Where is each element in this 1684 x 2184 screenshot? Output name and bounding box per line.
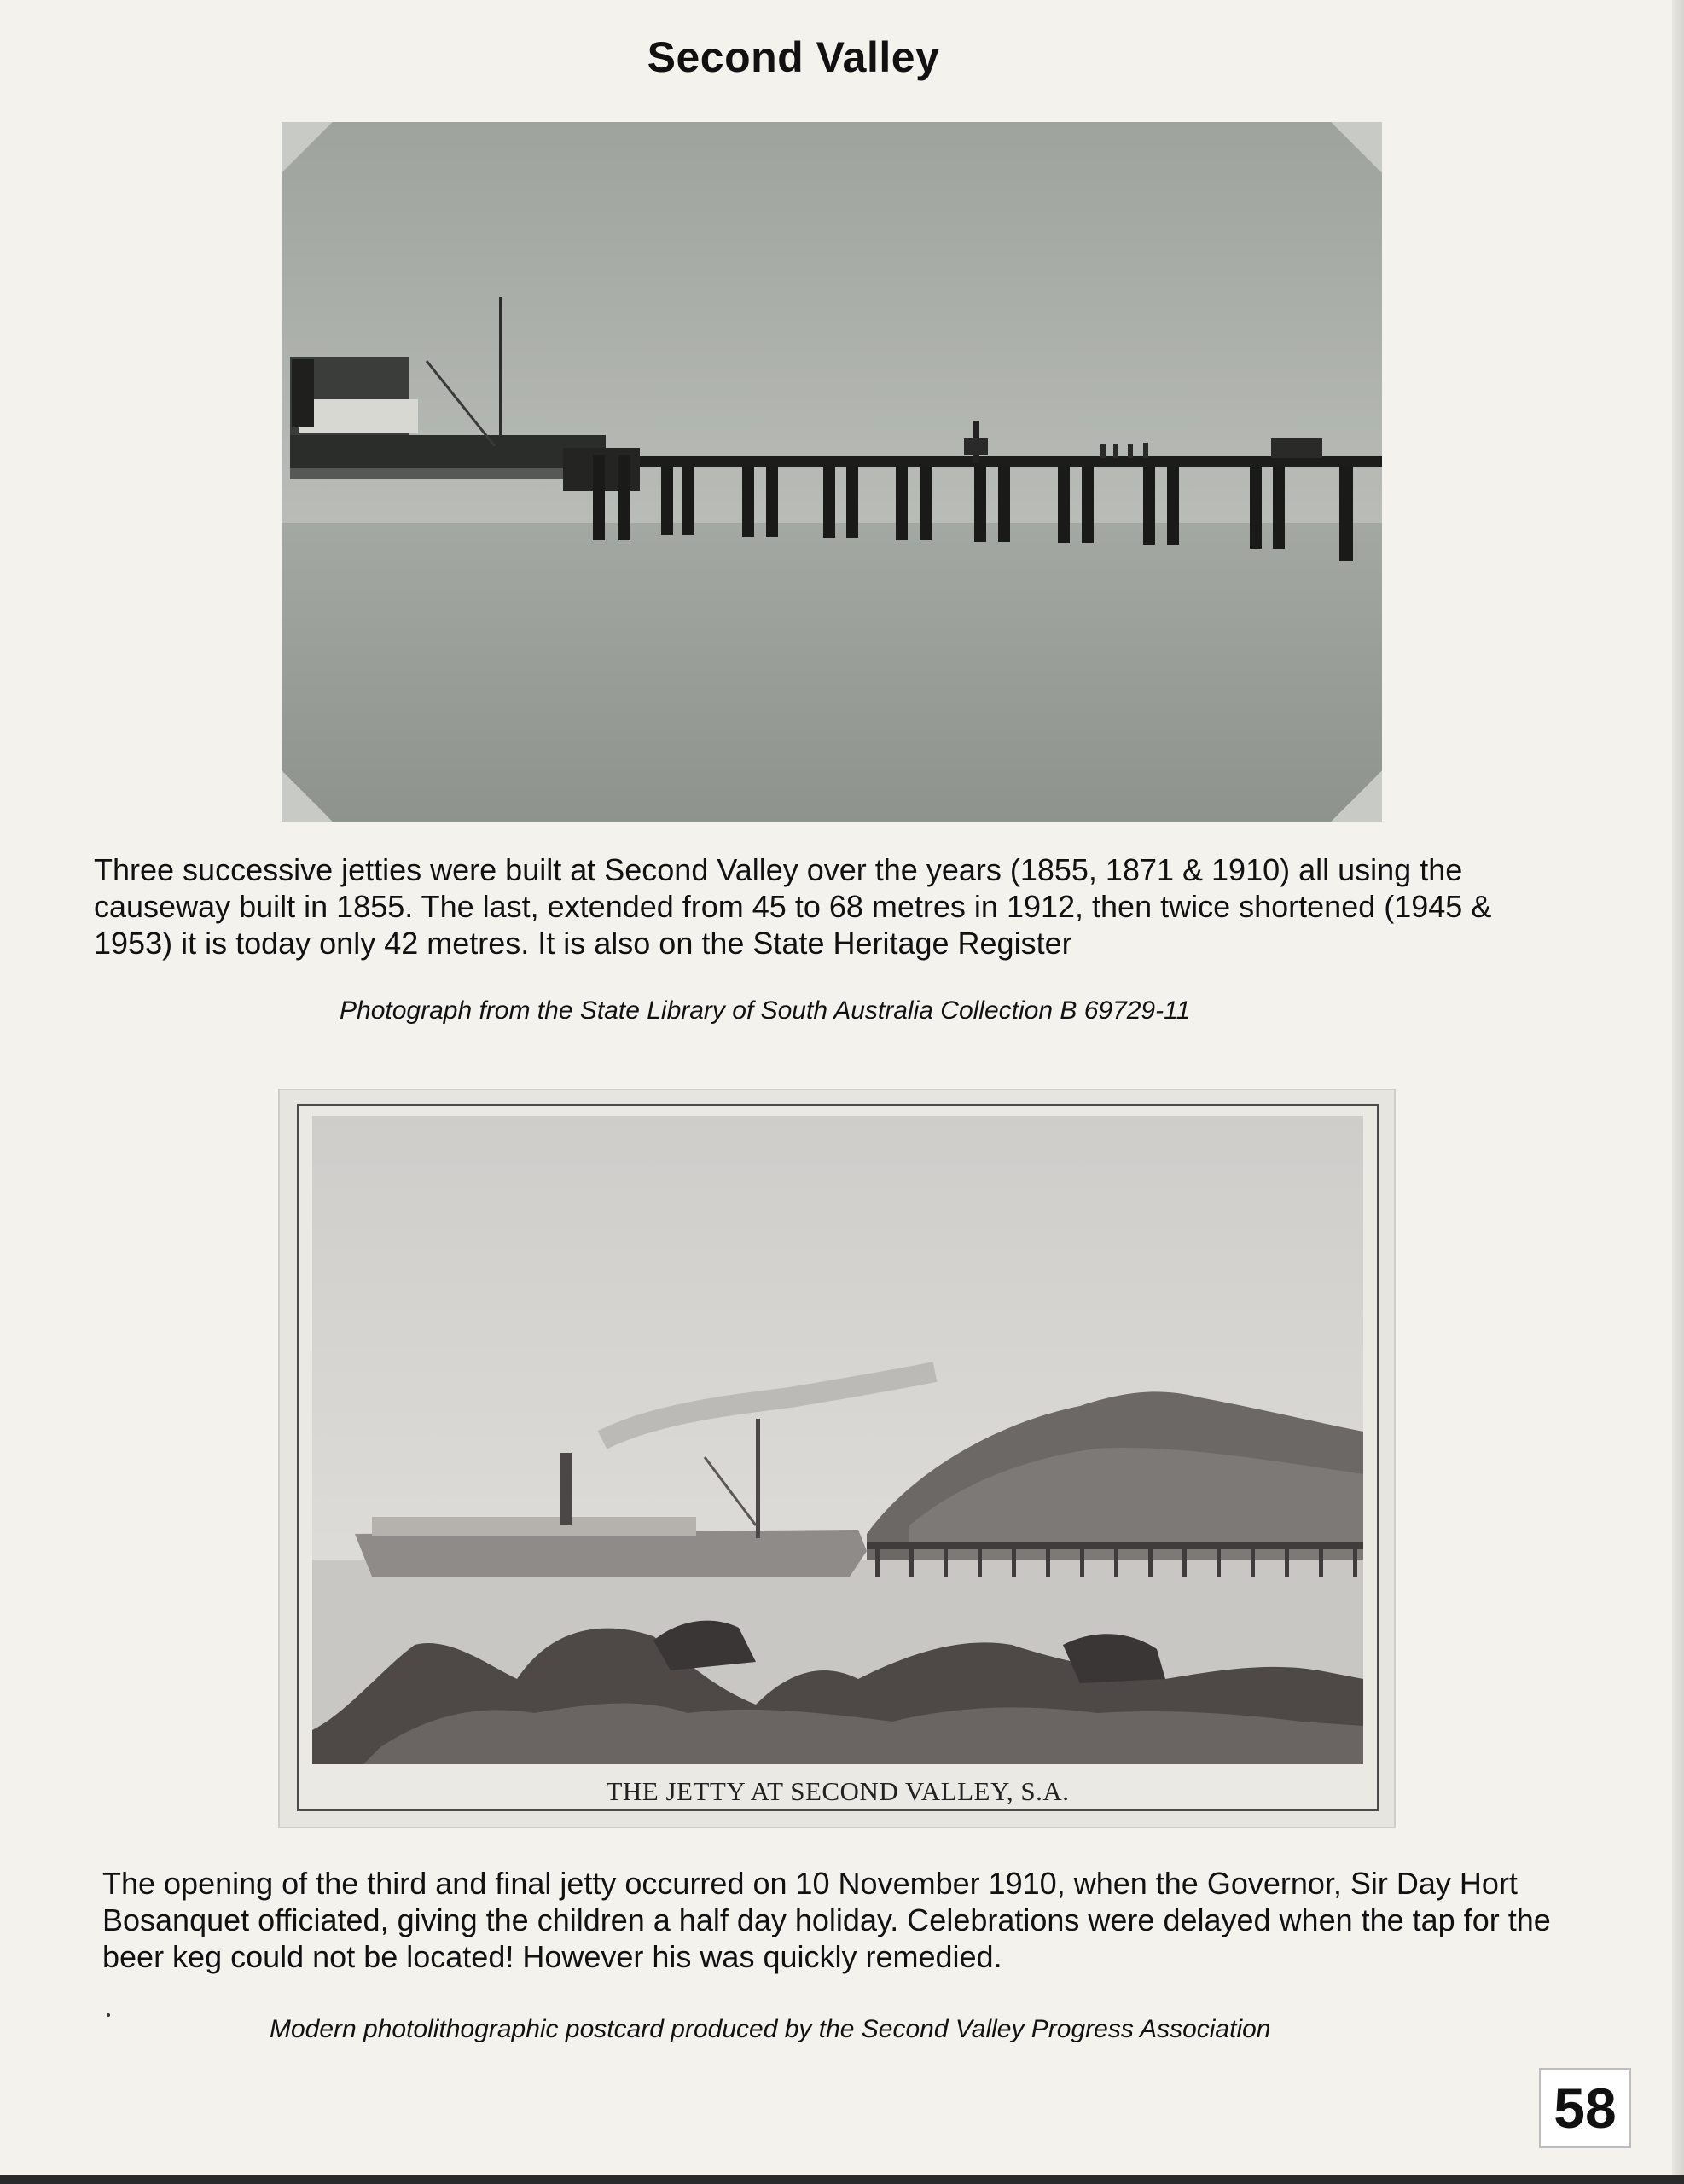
photo-bottom-caption: The opening of the third and final jetty occurred on 10 November 1910, when the Governor, Sir Day Hort Bosanquet officiated, giving the children a half day holiday. Celebrations were delayed when the tap for the beer keg could not be located! However his was quickly remedied. — [102, 1866, 1551, 1974]
photo-top-caption: Three successive jetties were built at Second Valley over the years (1855, 1871 & 1910) all using the causeway built in 1855. The last, extended from 45 to 68 metres in 1912, then twice shortened (1945 & 1953) it is today only 42 metres. It is also on the State Heritage Register — [94, 852, 1492, 961]
postcard — [280, 1090, 1394, 1827]
photo-corner — [1331, 770, 1382, 822]
page-bottom-edge — [0, 2175, 1684, 2184]
postcard-frame — [297, 1104, 1379, 1811]
photo-corner — [282, 122, 333, 173]
jetty-photo-bottom — [312, 1116, 1363, 1764]
photo-corner — [1331, 122, 1382, 173]
stray-mark — [107, 2013, 110, 2017]
page-edge — [1672, 0, 1684, 2184]
photo-top-credit: Photograph from the State Library of South Australia Collection B 69729-11 — [340, 996, 1191, 1025]
photo-corner — [282, 770, 333, 822]
page-title: Second Valley — [647, 33, 940, 81]
postcard-caption: THE JETTY AT SECOND VALLEY, S.A. — [606, 1776, 1070, 1806]
jetty-photo-top — [282, 122, 1382, 822]
photo-bottom-credit: Modern photolithographic postcard produced by the Second Valley Progress Association — [270, 2015, 1271, 2043]
page-number: 58 — [1539, 2068, 1631, 2148]
